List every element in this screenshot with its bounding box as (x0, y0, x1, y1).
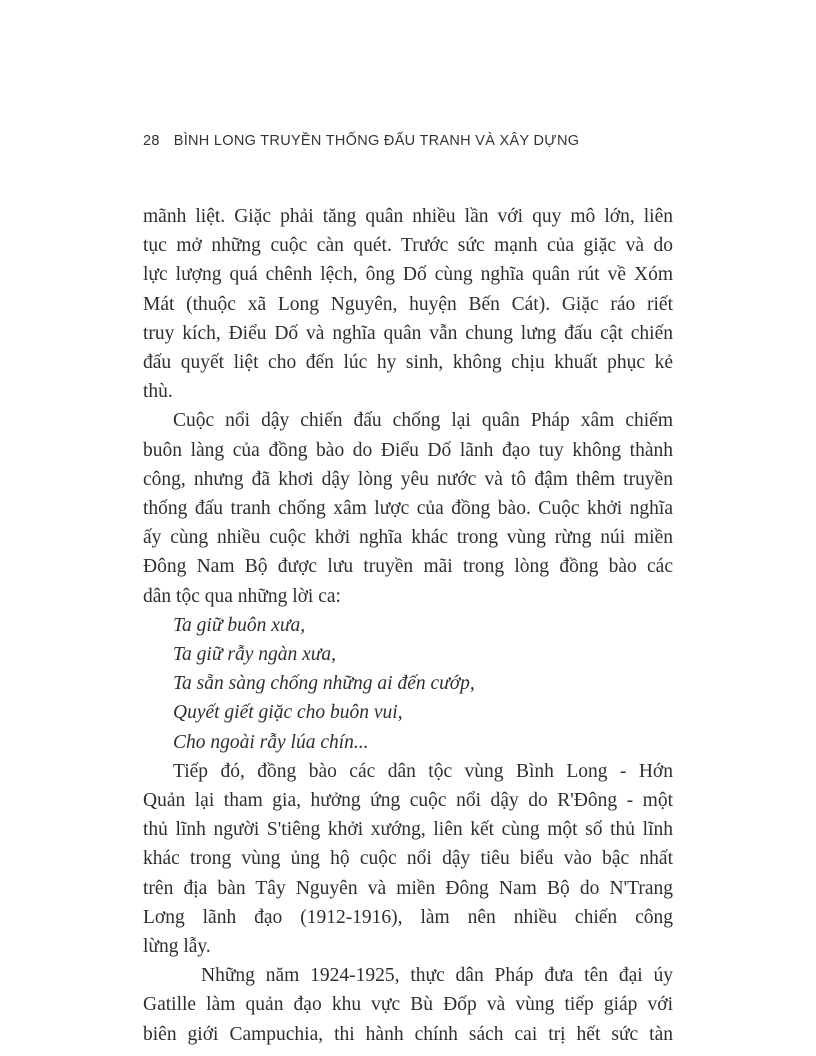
running-head (143, 133, 579, 149)
paragraph-3 (143, 757, 673, 961)
text-line: Tiếp đó, đồng bào các dân tộc vùng Bình Long - Hớn (173, 760, 673, 782)
text-line: dân tộc qua những lời ca: (143, 585, 341, 607)
body-text (143, 202, 673, 1049)
poem-line: Ta giữ rẫy ngàn xưa, (173, 644, 337, 666)
poem-line: Cho ngoài rẫy lúa chín... (173, 731, 369, 753)
text-line: lực lượng quá chênh lệch, ông Dố cùng nghĩa quân rút về Xóm (143, 264, 673, 286)
text-line: thù. (143, 381, 173, 403)
text-line: đấu quyết liệt cho đến lúc hy sinh, không chịu khuất phục kẻ (143, 352, 673, 374)
text-line: Gatille làm quản đạo khu vực Bù Đốp và vùng tiếp giáp với (143, 994, 673, 1016)
text-line: khác trong vùng ủng hộ cuộc nổi dậy tiêu biểu vào bậc nhất (143, 848, 673, 870)
text-line: ấy cùng nhiều cuộc khởi nghĩa khác trong vùng rừng núi miền (143, 527, 673, 549)
text-line: công, nhưng đã khơi dậy lòng yêu nước và tô đậm thêm truyền (143, 468, 673, 490)
text-line: buôn làng của đồng bào do Điểu Dố lãnh đạo tuy không thành (143, 439, 673, 461)
text-line: Đông Nam Bộ được lưu truyền mãi trong lòng đồng bào các (143, 556, 673, 578)
paragraph-1 (143, 202, 673, 406)
text-line: Quản lại tham gia, hưởng ứng cuộc nổi dậy do R'Đông - một (143, 790, 673, 812)
text-line: thủ lĩnh người S'tiêng khởi xướng, liên kết cùng một số thủ lĩnh (143, 819, 673, 841)
text-line: thống đấu tranh chống xâm lược của đồng bào. Cuộc khởi nghĩa (143, 498, 673, 520)
text-line: Cuộc nổi dậy chiến đấu chống lại quân Pháp xâm chiếm (173, 410, 673, 432)
text-line: Những năm 1924-1925, thực dân Pháp đưa tên đại úy (201, 965, 673, 987)
poem-line: Ta sẵn sàng chống những ai đến cướp, (173, 673, 475, 695)
text-line: truy kích, Điểu Dố và nghĩa quân vẫn chung lưng đấu cật chiến (143, 322, 673, 344)
text-line: biên giới Campuchia, thi hành chính sách cai trị hết sức tàn (143, 1023, 673, 1045)
text-line: tục mở những cuộc càn quét. Trước sức mạnh của giặc và do (143, 235, 673, 257)
text-line: lừng lẫy. (143, 936, 211, 958)
chapter-title: BÌNH LONG TRUYỀN THỐNG ĐẤU TRANH VÀ XÂY DỰNG (173, 133, 580, 149)
poem-line: Quyết giết giặc cho buôn vui, (173, 702, 403, 724)
text-line: Lơng lãnh đạo (1912-1916), làm nên nhiều chiến công (143, 906, 673, 928)
paragraph-2 (143, 406, 673, 610)
text-line: Mát (thuộc xã Long Nguyên, huyện Bến Cát). Giặc ráo riết (143, 293, 673, 315)
text-line: trên địa bàn Tây Nguyên và miền Đông Nam Bộ do N'Trang (143, 877, 673, 899)
page-number: 28 (143, 133, 160, 149)
text-line: mãnh liệt. Giặc phải tăng quân nhiều lần với quy mô lớn, liên (143, 206, 673, 227)
paragraph-4 (143, 961, 673, 1049)
poem-line: Ta giữ buôn xưa, (173, 614, 306, 636)
poem (143, 611, 673, 757)
